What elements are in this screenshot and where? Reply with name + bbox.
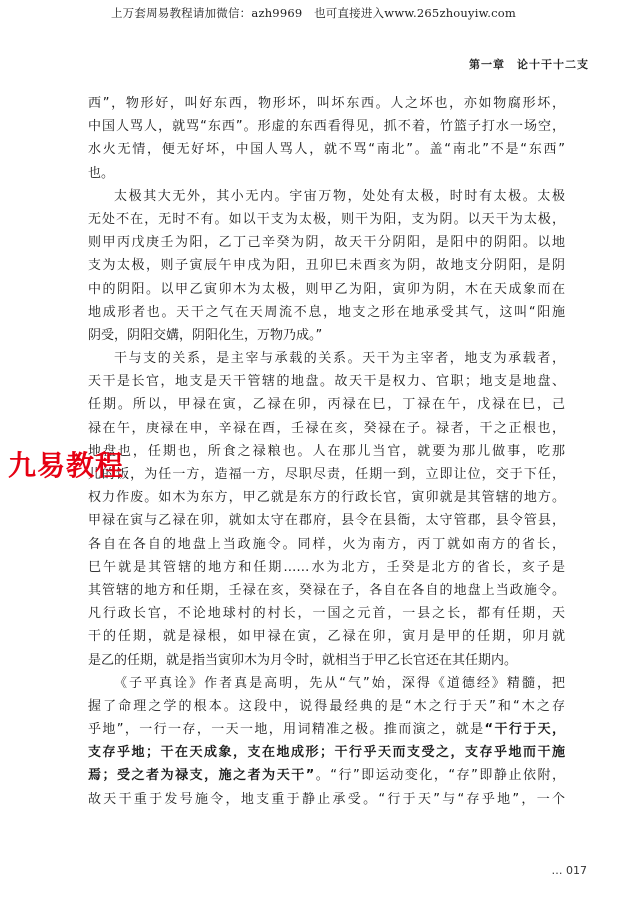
bold-segment: “干行于天，: [484, 722, 565, 738]
body-text: [88, 92, 565, 811]
text-line: 儿的饭，为任一方，造福一方，尽职尽责，任期一到，立即让位，交于下任，: [88, 467, 565, 482]
text-line: 故天干重于发号施令，地支重于静止承受。“行于天”与“存乎地”，一个: [88, 791, 565, 807]
text-line: 地盘也，任期也，所食之禄粮也。人在那儿当官，就要为那儿做事，吃那: [88, 443, 565, 459]
text-line: 阴受，阴阳交媾，阴阳化生，万物乃成。”: [88, 327, 323, 343]
text-line-mixed: [88, 764, 565, 787]
text-segment: 乎地”，一行一存，一天一地，用词精准之极。推而演之，就是: [88, 722, 485, 738]
text-line: 支存乎地；干在天成象，支在地成形；干行乎天而支受之，支存乎地而干施: [88, 745, 565, 761]
text-line: 太极其大无外，其小无内。宇宙万物，处处有太极，时时有太极。太极: [114, 188, 565, 204]
text-line: 巳午就是其管辖的地方和任期……水为北方，壬癸是北方的省长，亥子是: [88, 559, 565, 575]
text-line: 支为太极，则子寅辰午申戌为阳，丑卯巳未酉亥为阴，故地支分阴阳，是阴: [88, 258, 565, 274]
text-line: 中的阴阳。以甲乙寅卯木为太极，则甲乙为阳，寅卯为阴，木在天成象而在: [88, 281, 565, 297]
text-line: 干的任期，就是禄根，如甲禄在寅，乙禄在卯，寅月是甲的任期，卯月就: [88, 629, 565, 645]
text-line: 是乙的任期，就是指当寅卯木为月令时，就相当于甲乙长官还在其任期内。: [88, 652, 518, 668]
text-line: 干与支的关系，是主宰与承载的关系。天干为主宰者，地支为承载者，: [114, 351, 565, 367]
text-line: 任期。所以，甲禄在寅，乙禄在卯，丙禄在巳，丁禄在午，戊禄在巳，己: [88, 397, 565, 413]
watermark-logo: 九易教程: [8, 449, 125, 482]
text-line: 无处不在，无时不有。如以干支为太极，则干为阳，支为阴。以天干为太极，: [88, 211, 565, 227]
text-line: 西”，物形好，叫好东西，物形坏，叫坏东西。人之坏也，亦如物腐形坏，: [88, 96, 565, 111]
text-line: 禄在午，庚禄在申，辛禄在酉，壬禄在亥，癸禄在子。禄者，干之正根也，: [88, 420, 565, 436]
text-line: 权力作废。如木为东方，甲乙就是东方的行政长官，寅卯就是其管辖的地方。: [88, 490, 565, 506]
text-line: 其管辖的地方和任期，壬禄在亥，癸禄在子，各自在各自的地盘上当政施令。: [88, 582, 565, 598]
text-line: 《子平真诠》作者真是高明，先从“气”始，深得《道德经》精髓，把: [114, 675, 565, 691]
running-head: 第一章 论十干十二支: [469, 58, 589, 71]
text-line: 甲禄在寅与乙禄在卯，就如太守在郡府，县令在县衙，太守管郡，县令管县，: [88, 513, 565, 529]
page-banner: 上万套周易教程请加微信：azh9969 也可直接进入www.265zhouyiw.com: [110, 6, 517, 20]
text-line: 天干是长官，地支是天干管辖的地盘。故天干是权力、官职；地支是地盘、: [88, 374, 565, 390]
text-line: 水火无情，便无好坏，中国人骂人，就不骂“南北”。盖“南北”不是“东西”: [88, 142, 565, 158]
text-line: 凡行政长官，不论地球村的村长，一国之元首，一县之长，都有任期，天: [88, 606, 565, 622]
bold-segment: 焉；受之者为禄支，施之者为天干”: [88, 768, 315, 784]
text-line: 中国人骂人，就骂“东西”。形虚的东西看得见，抓不着，竹篮子打水一场空，: [88, 119, 565, 135]
text-segment: 。“行”即运动变化，“存”即静止依附，: [314, 768, 565, 784]
text-line: 也。: [88, 165, 115, 181]
text-line-mixed: [88, 718, 565, 741]
text-line: 各自在各自的地盘上当政施令。同样，火为南方，丙丁就如南方的省长，: [88, 536, 565, 552]
text-line: 握了命理之学的根本。这段中，说得最经典的是“木之行于天”和“木之存: [88, 698, 565, 714]
text-line: 则甲丙戊庚壬为阳，乙丁己辛癸为阴，故天干分阴阳，是阳中的阴阳。以地: [88, 235, 565, 251]
page-number: … 017: [551, 864, 587, 877]
text-line: 地成形者也。天干之气在天周流不息，地支之形在地承受其气，这叫“阳施: [88, 304, 565, 320]
